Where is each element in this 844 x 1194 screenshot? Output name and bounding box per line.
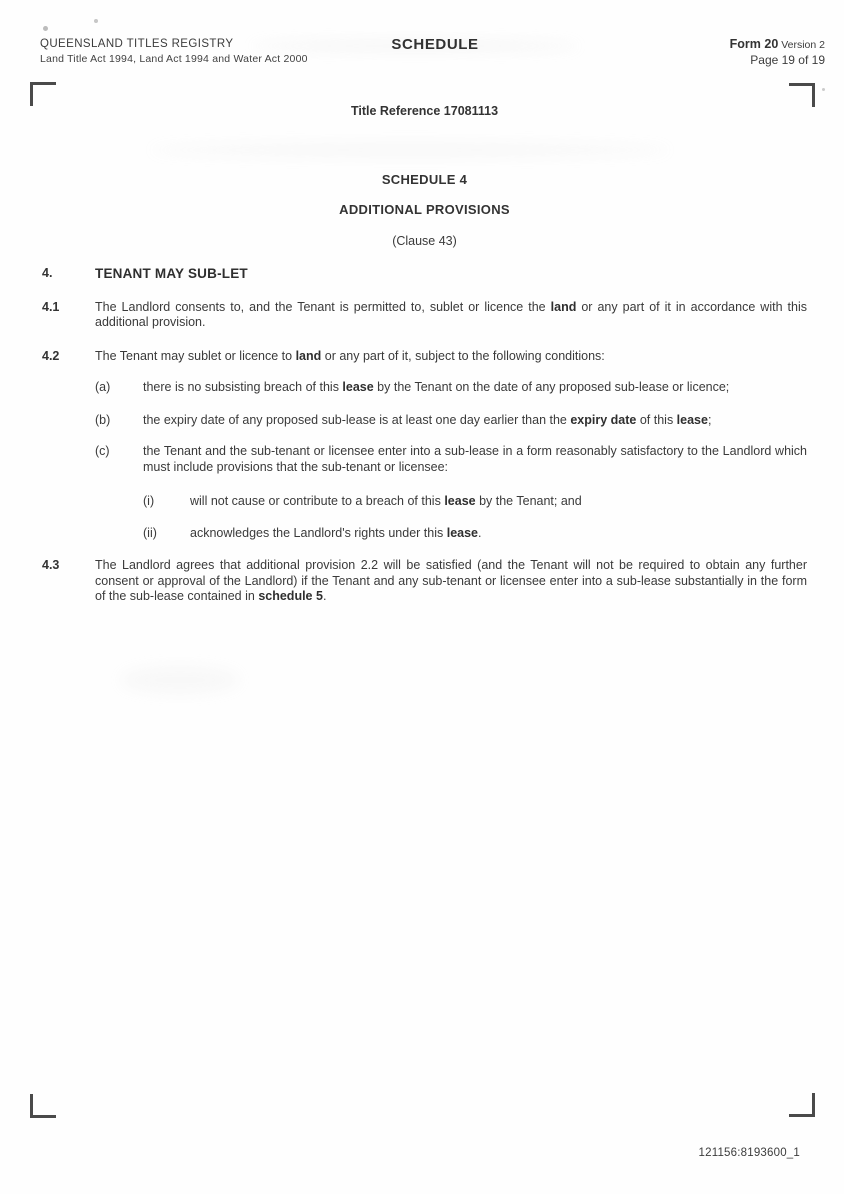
- clause-text: The Tenant may sublet or licence to land or any part of it, subject to the following conditions:: [95, 348, 605, 363]
- subclause-label: (i): [143, 494, 155, 508]
- document-body: [42, 0, 807, 605]
- schedule-heading: SCHEDULE 4: [381, 171, 468, 187]
- clause-text: The Landlord agrees that additional provision 2.2 will be satisfied (and the Tenant will not be required to obtain any further consent or approval of the Landlord) if the Tenant and any sub-tenant or licensee enter into a sub-lease substantially in the form of the sub-lease contained in schedule 5.: [95, 558, 807, 603]
- subclause-label: (b): [95, 412, 111, 427]
- subclause-b: [42, 413, 807, 429]
- section-title: TENANT MAY SUB-LET: [95, 266, 248, 281]
- title-reference: Title Reference 17081113: [350, 104, 499, 118]
- scan-smudge: [120, 665, 240, 695]
- form-name: Form 20: [729, 37, 779, 51]
- schedule-subheading: ADDITIONAL PROVISIONS: [339, 202, 510, 217]
- schedule-clause-ref: (Clause 43): [392, 233, 457, 248]
- subclause-text: acknowledges the Landlord's rights under this lease.: [190, 525, 482, 540]
- subclause-ii: [42, 526, 807, 542]
- registry-name: QUEENSLAND TITLES REGISTRY: [40, 38, 234, 50]
- subclause-i: [42, 494, 807, 510]
- subclause-text: the expiry date of any proposed sub-lease is at least one day earlier than the expiry date of this lease;: [143, 412, 712, 427]
- subclause-text: the Tenant and the sub-tenant or licensee enter into a sub-lease in a form reasonably satisfactory to the Landlord which must include provisions that the sub-tenant or licensee:: [143, 444, 807, 474]
- subclause-text: there is no subsisting breach of this lease by the Tenant on the date of any proposed sub-lease or licence;: [143, 380, 730, 394]
- subclause-label: (a): [95, 380, 111, 394]
- document-title: SCHEDULE: [391, 36, 479, 53]
- section-number: 4.: [42, 266, 53, 280]
- clause-4-2: [42, 349, 807, 365]
- form-version: Version 2: [781, 39, 825, 51]
- crop-mark-bottom-left: [30, 1094, 56, 1118]
- subclause-label: (c): [95, 444, 110, 458]
- subclause-text: will not cause or contribute to a breach of this lease by the Tenant; and: [190, 494, 582, 508]
- document-reference-number: 121156:8193600_1: [698, 1147, 800, 1159]
- subclause-a: [42, 380, 807, 396]
- clause-4-3: [42, 558, 807, 605]
- clause-number: 4.3: [42, 558, 60, 572]
- clause-text: The Landlord consents to, and the Tenant is permitted to, sublet or licence the land or any part of it in accordance with this additional provision.: [95, 299, 807, 329]
- clause-number: 4.2: [42, 348, 60, 363]
- crop-mark-bottom-right: [789, 1093, 815, 1117]
- page-number: Page 19 of 19: [750, 53, 825, 67]
- scan-speck: [822, 88, 825, 91]
- clause-number: 4.1: [42, 299, 60, 314]
- section-4-heading: [42, 266, 807, 282]
- subclause-label: (ii): [143, 525, 157, 540]
- subclause-c: [42, 444, 807, 475]
- acts-line: Land Title Act 1994, Land Act 1994 and Water Act 2000: [40, 53, 308, 65]
- clause-4-1: [42, 300, 807, 331]
